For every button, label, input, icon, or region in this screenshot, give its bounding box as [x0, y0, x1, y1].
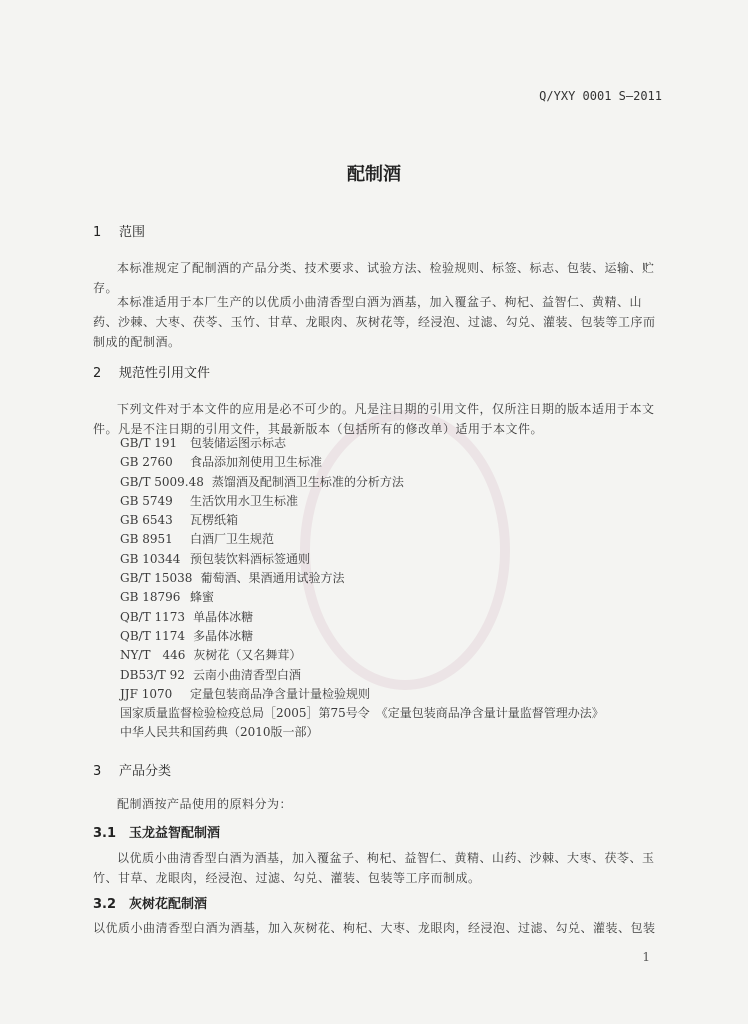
subsection-3-1-heading: 3.1 玉龙益智配制酒 — [93, 826, 221, 841]
reference-item: JJF 1070 定量包装商品净含量计量检验规则 — [120, 686, 371, 701]
document-code: Q/YXY 0001 S—2011 — [539, 89, 662, 103]
reference-item: GB 6543 瓦楞纸箱 — [120, 513, 239, 528]
reference-item: GB/T 191 包装储运图示标志 — [120, 436, 287, 450]
reference-item: GB 5749 生活饮用水卫生标准 — [120, 493, 299, 508]
reference-item: QB/T 1173 单晶体冰糖 — [120, 609, 254, 624]
reference-item: NY/T 446 灰树花（又名舞茸） — [120, 648, 302, 663]
section-1-paragraph-1: 本标准规定了配制酒的产品分类、技术要求、试验方法、检验规则、标签、标志、包装、运输、贮存。 — [93, 261, 655, 295]
reference-item: GB 10344 预包装饮料酒标签通则 — [120, 551, 311, 566]
section-3-heading: 3 产品分类 — [93, 764, 172, 779]
reference-item: 中华人民共和国药典（2010版一部） — [120, 725, 319, 740]
reference-item: GB/T 5009.48 蒸馏酒及配制酒卫生标准的分析方法 — [120, 474, 404, 489]
reference-item: GB 2760 食品添加剂使用卫生标准 — [120, 455, 323, 470]
reference-item: QB/T 1174 多晶体冰糖 — [120, 628, 254, 643]
page-number: 1 — [642, 950, 650, 964]
section-1-paragraph-2: 本标准适用于本厂生产的以优质小曲清香型白酒为酒基，加入覆盆子、枸杞、益智仁、黄精、山药、沙棘、大枣、茯苓、玉竹、甘草、龙眼肉、灰树花等，经浸泡、过滤、勾兑、灌装、包装等工序而制成的配制酒。 — [93, 295, 656, 349]
section-1-heading: 1 范围 — [93, 225, 146, 240]
reference-item: 国家质量监督检验检疫总局［2005］第75号令 《定量包装商品净含量计量监督管理办法》 — [120, 706, 604, 721]
section-2-intro: 下列文件对于本文件的应用是必不可少的。凡是注日期的引用文件，仅所注日期的版本适用于本文件。凡是不注日期的引用文件，其最新版本（包括所有的修改单）适用于本文件。 — [93, 402, 655, 436]
document-title: 配制酒 — [347, 164, 401, 185]
reference-item: GB 8951 白酒厂卫生规范 — [120, 532, 275, 547]
reference-item: DB53/T 92 云南小曲清香型白酒 — [120, 667, 301, 682]
subsection-3-1-text: 以优质小曲清香型白酒为酒基，加入覆盆子、枸杞、益智仁、黄精、山药、沙棘、大枣、茯苓、玉竹、甘草、龙眼肉，经浸泡、过滤、勾兑、灌装、包装等工序而制成。 — [93, 851, 655, 885]
reference-list — [120, 434, 680, 743]
reference-item: GB/T 15038 葡萄酒、果酒通用试验方法 — [120, 571, 345, 586]
section-3-intro: 配制酒按产品使用的原料分为： — [117, 797, 293, 811]
section-2-heading: 2 规范性引用文件 — [93, 366, 211, 381]
subsection-3-2-text: 以优质小曲清香型白酒为酒基，加入灰树花、枸杞、大枣、龙眼肉，经浸泡、过滤、勾兑、灌装、包装 — [93, 921, 656, 935]
subsection-3-2-heading: 3.2 灰树花配制酒 — [93, 897, 208, 912]
reference-item: GB 18796 蜂蜜 — [120, 590, 215, 605]
